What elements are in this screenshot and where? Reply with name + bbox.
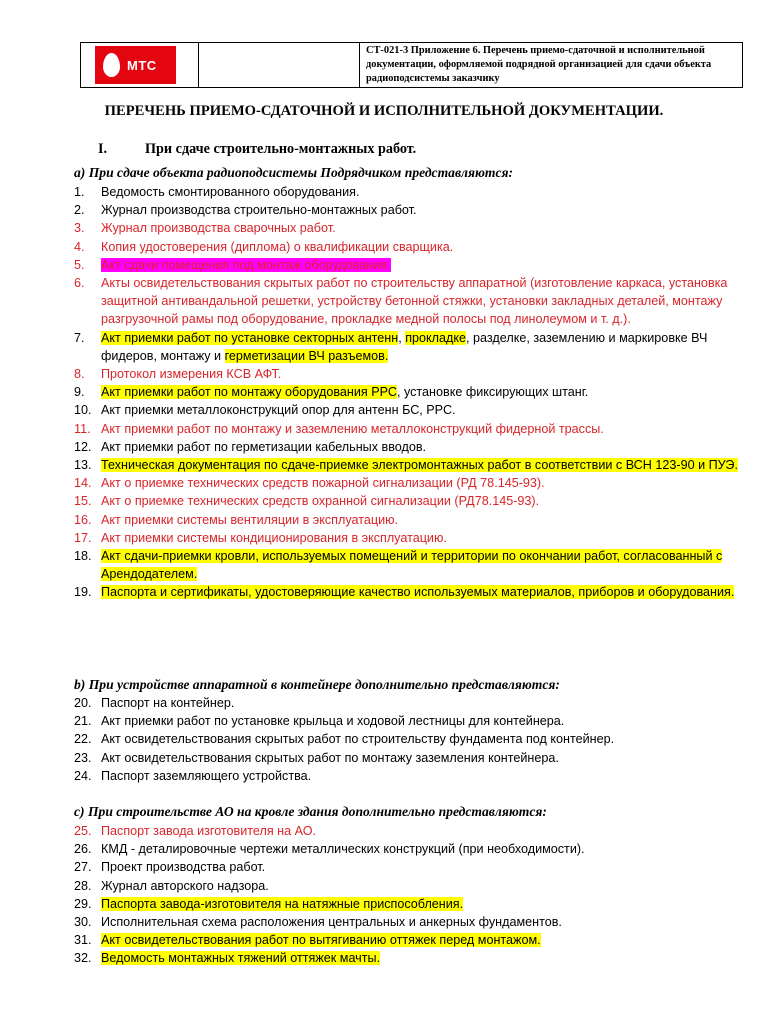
list-item-text: Копия удостоверения (диплома) о квалификации сварщика. — [101, 239, 454, 254]
list-item-number: 14. — [74, 476, 92, 491]
list-item-text: Журнал авторского надзора. — [101, 878, 269, 893]
list-item-number: 17. — [74, 530, 92, 545]
list-item — [74, 858, 744, 876]
mts-logo — [95, 46, 176, 84]
list-item — [74, 329, 744, 365]
list-item-number: 31. — [74, 933, 92, 948]
header-empty-cell — [199, 43, 360, 87]
section-title: При сдаче строительно-монтажных работ. — [145, 141, 417, 157]
list-item-number: 27. — [74, 860, 92, 875]
list-item — [74, 547, 744, 583]
list-item-number: 8. — [74, 367, 85, 382]
list-item — [74, 401, 744, 419]
section-number: I. — [98, 141, 108, 157]
highlighted-text: Паспорта и сертификаты, удостоверяющие качество используемых материалов, приборов и оборудования. — [101, 585, 735, 600]
list-item — [74, 931, 744, 949]
list-item — [74, 183, 744, 201]
list-item-number: 20. — [74, 696, 92, 710]
subsection-heading-b: b) При устройстве аппаратной в контейнере дополнительно представляются: — [74, 677, 560, 692]
list-item-number: 4. — [74, 239, 85, 254]
list-item — [74, 492, 744, 510]
list-item — [74, 256, 744, 274]
list-item — [74, 694, 744, 712]
list-item-number: 29. — [74, 896, 92, 911]
list-item-text: Журнал производства сварочных работ. — [101, 221, 336, 236]
list-item-text: Журнал производства строительно-монтажных работ. — [101, 203, 417, 218]
list-item-number: 15. — [74, 494, 92, 509]
list-item-text: Акт о приемке технических средств охранной сигнализации (РД78.145-93). — [101, 494, 540, 509]
highlighted-text: Паспорта завода-изготовителя на натяжные приспособления. — [101, 896, 464, 911]
list-item-number: 13. — [74, 458, 92, 473]
list-item-number: 22. — [74, 732, 92, 747]
section-heading — [98, 141, 416, 158]
list-item — [74, 274, 744, 329]
subsection-heading-c: c) При строительстве АО на кровле здания дополнительно представляются: — [74, 804, 547, 819]
list-item — [74, 730, 744, 748]
list-item — [74, 219, 744, 237]
list-item — [74, 913, 744, 931]
highlighted-text: Ведомость монтажных тяжений оттяжек мачты. — [101, 951, 381, 966]
list-item-text: Акт приемки работ по монтажу и заземлению металлоконструкций фидерной трассы. — [101, 421, 604, 436]
list-item — [74, 949, 744, 967]
list-item-text: Акт освидетельствования скрытых работ по строительству фундамента под контейнер. — [101, 732, 615, 747]
list-item-text: Проект производства работ. — [101, 860, 266, 875]
list-item-text: Акт приемки металлоконструкций опор для антенн БС, РРС. — [101, 403, 456, 418]
list-item-text: Акт приемки системы кондиционирования в эксплуатацию. — [101, 530, 447, 545]
list-item-number: 25. — [74, 824, 92, 838]
list-item — [74, 420, 744, 438]
list-item-number: 18. — [74, 549, 92, 564]
list-item-number: 12. — [74, 439, 92, 454]
list-item-text: Акт освидетельствования скрытых работ по монтажу заземления контейнера. — [101, 750, 559, 765]
list-item-number: 30. — [74, 915, 92, 930]
list-item-text: , установке фиксирующих штанг. — [396, 385, 589, 400]
list-item — [74, 877, 744, 895]
list-item-text: Акт приемки работ по герметизации кабельных вводов. — [101, 439, 427, 454]
list-item-text: , разделке, заземлению и маркировке ВЧ фидеров, монтажу и — [101, 330, 708, 363]
list-item — [74, 438, 744, 456]
list-item-number: 1. — [74, 185, 85, 199]
highlighted-text: Акт приемки работ по монтажу оборудования РРС — [101, 385, 397, 400]
list-item — [74, 840, 744, 858]
item-list-a — [74, 183, 744, 602]
list-item — [74, 583, 744, 601]
list-item-text: Акт о приемке технических средств пожарной сигнализации (РД 78.145-93). — [101, 476, 545, 491]
list-item-number: 5. — [74, 257, 85, 272]
list-item-text: Паспорт заземляющего устройства. — [101, 768, 312, 783]
list-item-text: Ведомость смонтированного оборудования. — [101, 185, 360, 199]
header-logo-cell — [81, 43, 199, 87]
list-item — [74, 822, 744, 840]
list-item-number: 9. — [74, 385, 85, 400]
list-item — [74, 238, 744, 256]
item-list-c — [74, 822, 744, 968]
list-item — [74, 511, 744, 529]
list-item-number: 21. — [74, 714, 92, 729]
item-list-b — [74, 694, 744, 785]
list-item-number: 10. — [74, 403, 92, 418]
list-item-number: 19. — [74, 585, 92, 600]
list-item-text: Протокол измерения КСВ АФТ. — [101, 367, 282, 382]
list-item-text: Акт приемки работ по установке крыльца и ходовой лестницы для контейнера. — [101, 714, 565, 729]
list-item — [74, 529, 744, 547]
highlighted-text: прокладке — [405, 330, 467, 345]
highlighted-text: Техническая документация по сдаче-приемке электромонтажных работ в соответствии с ВСН 123-90 и ПУЭ. — [101, 458, 738, 473]
list-item-number: 16. — [74, 512, 92, 527]
subsection-heading-a: а) При сдаче объекта радиоподсистемы Подрядчиком представляются: — [74, 165, 514, 180]
list-item-number: 26. — [74, 842, 92, 857]
document-header-table — [80, 42, 743, 88]
list-item — [74, 712, 744, 730]
highlighted-text: Акт освидетельствования работ по вытягиванию оттяжек перед монтажом. — [101, 933, 541, 948]
list-item-number: 6. — [74, 276, 85, 291]
highlighted-text: Акт сдачи помещения под монтаж оборудования. — [101, 257, 391, 272]
list-item-number: 11. — [74, 421, 91, 436]
page-title: ПЕРЕЧЕНЬ ПРИЕМО-СДАТОЧНОЙ И ИСПОЛНИТЕЛЬНОЙ ДОКУМЕНТАЦИИ. — [104, 103, 664, 119]
highlighted-text: Акт сдачи-приемки кровли, используемых помещений и территории по окончании работ, согласованный с Арендодателем. — [101, 549, 723, 582]
logo-text: МТС — [127, 57, 157, 73]
egg-icon — [103, 53, 120, 77]
list-item — [74, 383, 744, 401]
list-item-text: Акт приемки системы вентиляции в эксплуатацию. — [101, 512, 399, 527]
list-item-text: КМД - деталировочные чертежи металлических конструкций (при необходимости). — [101, 842, 585, 857]
highlighted-text: Акт приемки работ по установке секторных антенн — [101, 330, 399, 345]
list-item-number: 2. — [74, 203, 85, 218]
list-item — [74, 767, 744, 785]
list-item — [74, 365, 744, 383]
list-item — [74, 749, 744, 767]
list-item-text: Акты освидетельствования скрытых работ по строительству аппаратной (изготовление каркаса, установка защитной антивандальной решетки, устройству бетонной стяжки, установки закладных деталей, монтажу разгрузочной рамы под оборудование, прокладке медной полосы под линолеумом и т. д.). — [101, 276, 728, 327]
list-item-number: 7. — [74, 330, 85, 345]
highlighted-text: герметизации ВЧ разъемов. — [224, 348, 389, 363]
list-item-number: 32. — [74, 951, 92, 966]
list-item — [74, 201, 744, 219]
list-item-number: 24. — [74, 768, 92, 783]
document-code: СТ-021-3 Приложение 6. Перечень приемо-сдаточной и исполнительной документации, оформляемой подрядной организацией для сдачи объекта радиоподсистемы заказчику — [366, 45, 712, 84]
list-item — [74, 456, 744, 474]
list-item-text: , — [398, 330, 406, 345]
list-item-number: 23. — [74, 750, 92, 765]
list-item-text: Исполнительная схема расположения центральных и анкерных фундаментов. — [101, 915, 562, 930]
list-item-text: Паспорт завода изготовителя на АО. — [101, 824, 317, 838]
list-item-text: Паспорт на контейнер. — [101, 696, 235, 710]
list-item-number: 28. — [74, 878, 92, 893]
list-item-number: 3. — [74, 221, 85, 236]
list-item — [74, 895, 744, 913]
list-item — [74, 474, 744, 492]
